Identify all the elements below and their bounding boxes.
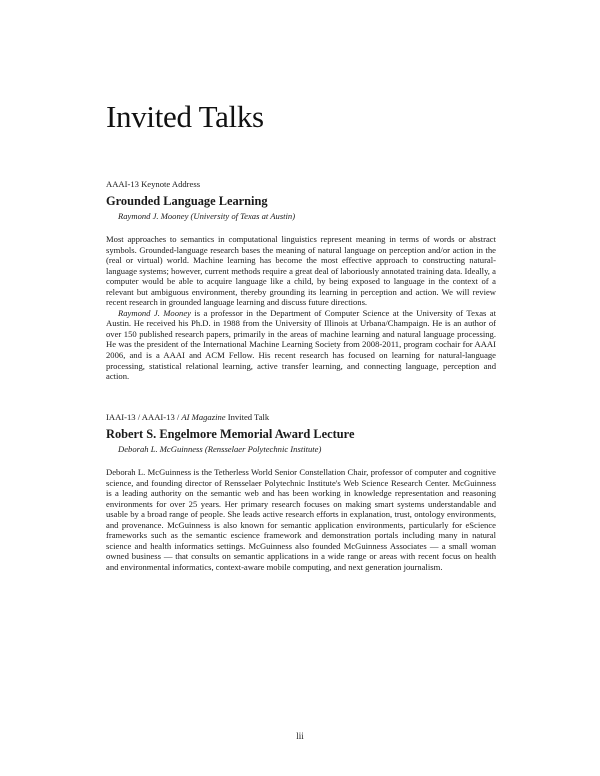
page-number: lii [296,731,304,741]
speaker-bio: Deborah L. McGuinness is the Tetherless World Senior Constellation Chair, professor of computer and cognitive science, and founding director of Rensselaer Polytechnic Institute's Web Science Research Center. McGuinness is a leading authority on the semantic web and has been working in knowledge representation and reasoning environments for over 25 years. Her primary research focuses on making smart systems understandable and usable by a broad range of people. She leads active research efforts in explanation, trust, ontology environments, and provenance. McGuinness is also known for semantic application environments, particularly for eScience frameworks such as the semantic escience framework and demonstration portals including many in natural science and health informatics settings. McGuinness also founded McGuinness Associates — a small woman owned business — that consults on semantic applications in a wide range or areas with recent focus on health and environmental informatics, context-aware mobile computing, and next generation journalism. [106,467,496,572]
talk-keynote [106,179,496,382]
page-title: Invited Talks [106,99,264,134]
kicker-suffix: Invited Talk [225,412,270,422]
talk-speaker: Raymond J. Mooney (University of Texas at Austin) [118,211,296,221]
bio-speaker-name: Raymond J. Mooney [118,307,191,318]
kicker-magazine: AI Magazine [181,412,226,422]
talk-title: Robert S. Engelmore Memorial Award Lecture [106,427,355,441]
talk-kicker: AAAI-13 Keynote Address [106,179,201,189]
talk-engelmore-lecture [106,412,496,572]
talk-title: Grounded Language Learning [106,194,268,208]
talk-speaker: Deborah L. McGuinness (Rensselaer Polytechnic Institute) [118,444,322,454]
talk-kicker [106,412,496,423]
talk-abstract: Most approaches to semantics in computational linguistics represent meaning in terms of words or abstract symbols. Grounded-language research bases the meaning of natural language on perception and/or action in the (real or virtual) world. Machine learning has become the most effective approach to constructing natural-language systems; however, current methods require a great deal of laboriously annotated training data. Ideally, a computer would be able to acquire language like a child, by being exposed to language in the context of a relevant but ambiguous environment, thereby grounding its learning in perception and action. We will review recent research in grounded language learning and discuss future directions. [106,234,496,308]
speaker-bio [106,308,496,382]
bio-text: is a professor in the Department of Computer Science at the University of Texas at Austin. He received his Ph.D. in 1988 from the University of Illinois at Urbana/Champaign. He is an author of over 150 published research papers, primarily in the areas of machine learning and natural language processing. He was the president of the International Machine Learning Society from 2008-2011, program cochair for AAAI 2006, and is a AAAI and ACM Fellow. His recent research has focused on learning for natural-language processing, statistical relational learning, active transfer learning, and connecting language, perception and action. [106,307,496,382]
kicker-prefix: IAAI-13 / AAAI-13 / [106,412,182,422]
